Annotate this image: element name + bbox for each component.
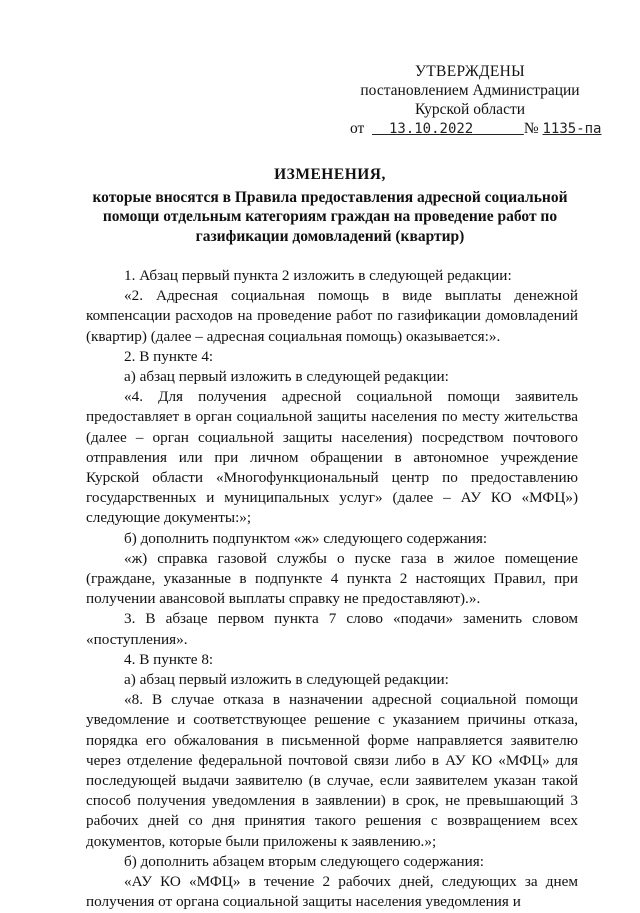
paragraph: 1. Абзац первый пункта 2 изложить в следующей редакции: bbox=[124, 267, 512, 284]
approval-date-line bbox=[350, 119, 602, 139]
document-title bbox=[70, 165, 590, 246]
approval-number: 1135-па bbox=[542, 121, 602, 137]
approval-stamp bbox=[350, 62, 602, 139]
paragraph: 4. В пункте 8: bbox=[124, 650, 214, 668]
paragraph: «АУ КО «МФЦ» в течение 2 рабочих дней, следующих за днем получения от органа социальной защиты населения уведомления и bbox=[86, 873, 578, 911]
paragraph: «4. Для получения адресной социальной помощи заявитель предоставляет в орган социальной защиты населения по месту жительства (далее – орган социальной защиты населения) посредством почтового отправления или при личном обращении в автономное учреждение Курской области «Многофункциональный центр по предоставлению государственных и муниципальных услуг» (далее – АУ КО «МФЦ») следующие документы:»; bbox=[86, 388, 578, 527]
document-body bbox=[86, 266, 578, 913]
number-label: № bbox=[523, 120, 539, 137]
paragraph: а) абзац первый изложить в следующей редакции: bbox=[124, 368, 449, 386]
approval-date: 13.10.2022 bbox=[388, 121, 474, 137]
from-label: от bbox=[350, 120, 365, 137]
paragraph: а) абзац первый изложить в следующей редакции: bbox=[124, 671, 449, 689]
paragraph: «8. В случае отказа в назначении адресной социальной помощи уведомление и соответствующее решение с указанием причины отказа, порядка его обжалования в письменной форме направляется заявителю через отделение федеральной почтовой связи либо в АУ КО «МФЦ» для последующей выдачи заявителю (в случае, если заявителем указан такой способ получения уведомления в заявлении) в срок, не превышающий 3 рабочих дней со дня принятия такого решения с возвращением всех документов, которые были приложены к заявлению.»; bbox=[86, 691, 578, 850]
paragraph: «2. Адресная социальная помощь в виде выплаты денежной компенсации расходов на проведение работ по газификации домовладений (квартир) (далее – адресная социальная помощь) оказывается:». bbox=[86, 287, 578, 345]
paragraph: б) дополнить подпунктом «ж» следующего содержания: bbox=[124, 529, 488, 547]
approval-line-1: постановлением Администрации bbox=[360, 82, 580, 99]
title-sub-line: помощи отдельным категориям граждан на проведение работ по bbox=[102, 208, 558, 225]
paragraph: «ж) справка газовой службы о пуске газа в жилое помещение (граждане, указанные в подпункте 4 пункта 2 настоящих Правил, при получении авансовой выплаты справку не предоставляют).». bbox=[86, 549, 578, 608]
title-main: ИЗМЕНЕНИЯ, bbox=[274, 166, 386, 183]
paragraph: 3. В абзаце первом пункта 7 слово «подачи» заменить словом «поступления». bbox=[86, 610, 578, 648]
title-sub-line: которые вносятся в Правила предоставления адресной социальной bbox=[92, 188, 568, 206]
paragraph: б) дополнить абзацем вторым следующего содержания: bbox=[124, 852, 484, 870]
title-sub-line: газификации домовладений (квартир) bbox=[195, 227, 465, 245]
approval-heading: УТВЕРЖДЕНЫ bbox=[415, 63, 525, 80]
paragraph: 2. В пункте 4: bbox=[124, 347, 214, 365]
approval-line-2: Курской области bbox=[414, 101, 526, 118]
